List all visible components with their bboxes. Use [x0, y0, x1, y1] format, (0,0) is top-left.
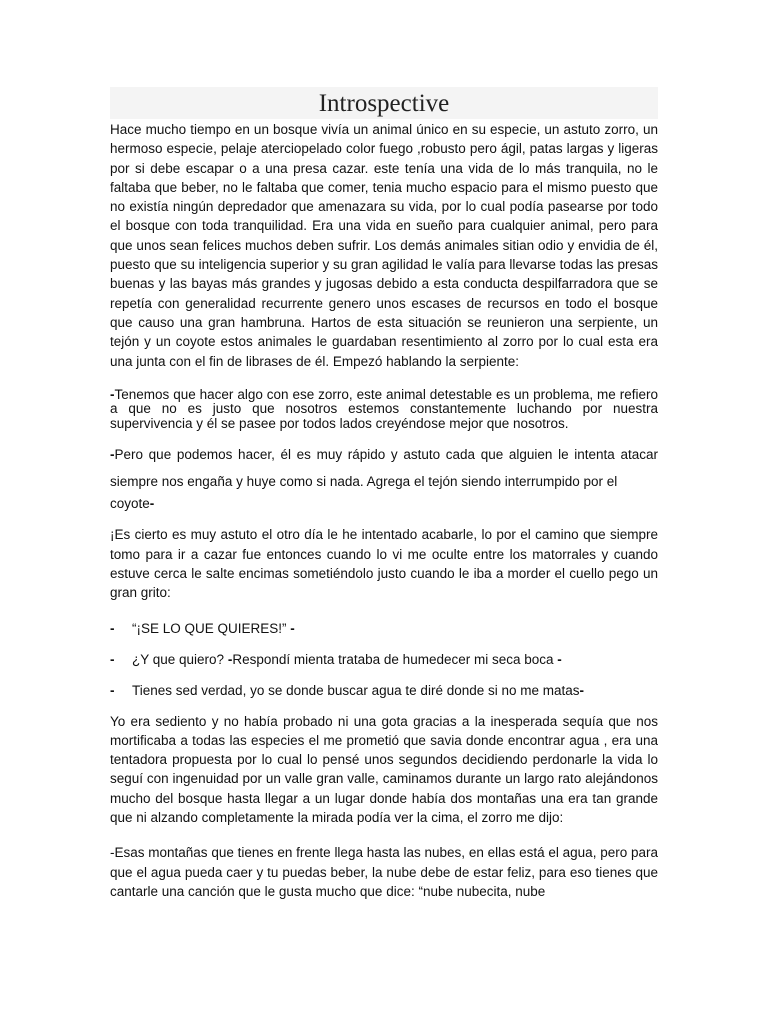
paragraph-coyote: ¡Es cierto es muy astuto el otro día le he intentado acabarle, lo por el camino que siempre tomo para ir a cazar fue entonces cuando lo vi me oculte entre los matorrales y cuando estuve cerca le salte encimas sometiéndolo justo cuando le iba a morder el cuello pego un gran grito: — [110, 527, 658, 601]
list-item — [110, 619, 658, 638]
dialogue-dash: - — [110, 447, 115, 463]
bullet-dash: - — [110, 620, 115, 636]
paragraph-narration: Yo era sediento y no había probado ni una gota gracias a la inesperada sequía que nos mortificaba a todas las especies el me prometió que savia donde encontrar agua , era una tentadora propuesta por lo cual lo pensé unos segundos decidiendo perdonarle la vida lo seguí con ingenuidad por un valle gran valle, caminamos durante un largo rato alejándonos mucho del bosque hasta llegar a un lugar donde había dos montañas una era tan grande que ni alzando completamente la mirada podía ver la cima, el zorro me dijo: — [110, 713, 658, 826]
serpent-dialogue: Tenemos que hacer algo con ese zorro, este animal detestable es un problema, me refiero a que no es justo que nosotros estemos constantemente luchando por nuestra supervivencia y él se pasee por todos lados creyéndose mejor que nosotros. — [110, 386, 658, 431]
dialogue-dash: - — [149, 496, 155, 512]
dialogue-dash: - — [579, 682, 585, 698]
badger-dialogue: Pero que podemos hacer, él es muy rápido y astuto cada que alguien le intenta atacar siempre nos engaña y huye como si nada. Agrega el tejón siendo interrumpido por el — [110, 447, 658, 490]
dialogue-dash: - — [227, 651, 233, 667]
list-item-text: “¡SE LO QUE QUIERES!” — [132, 620, 291, 636]
bullet-dash: - — [110, 682, 115, 698]
paragraph-fox-speech: -Esas montañas que tienes en frente llega hasta las nubes, en ellas está el agua, pero para que el agua pueda caer y tu puedas beber, la nube debe de estar feliz, para eso tienes que cantarle una canción que le gusta mucho que dice: “nube nubecita, nube — [110, 845, 658, 899]
document-title: Introspective — [318, 90, 450, 117]
list-item-text: Tienes sed verdad, yo se donde buscar agua te diré donde si no me matas — [132, 682, 580, 698]
coyote-word: coyote — [110, 496, 150, 512]
list-item — [110, 681, 658, 700]
paragraph-coyote-word — [110, 495, 658, 513]
dialogue-dash: - — [110, 386, 115, 402]
dialogue-dash: - — [290, 620, 295, 636]
paragraph-intro: Hace mucho tiempo en un bosque vivía un animal único en su especie, un astuto zorro, un hermoso especie, pelaje aterciopelado color fuego ,robusto pero ágil, patas largas y ligeras por si debe escapar o a una presa cazar. este tenía una vida de lo más tranquila, no le faltaba que beber, no le faltaba que comer, tenia mucho espacio para el mismo puesto que no existía ningún depredador que amenazara su vida, por lo cual podía pasearse por todo el bosque con toda tranquilidad. Era una vida en sueño para cualquier animal, pero para que unos sean felices muchos deben sufrir. Los demás animales sitian odio y envidia de él, puesto que su inteligencia superior y su gran agilidad le valía para llevarse todas las presas buenas y las bayas más grandes y jugosas debido a esta conducta despilfarradora que se repetía con generalidad recurrente genero unos escases de recursos en todo el bosque que causo una gran hambruna. Hartos de esta situación se reunieron una serpiente, un tejón y un coyote estos animales le guardaban resentimiento al zorro por lo cual esta era una junta con el fin de librases de él. Empezó hablando la serpiente: — [110, 122, 658, 369]
list-item-text: ¿Y que quiero? — [132, 651, 228, 667]
bullet-dash: - — [110, 651, 115, 667]
dialogue-dash: - — [557, 651, 562, 667]
paragraph-serpent — [110, 388, 658, 432]
paragraph-badger — [110, 441, 658, 495]
dialogue-list — [110, 619, 658, 700]
document-body — [110, 120, 658, 901]
list-item-text-after: Respondí mienta trataba de humedecer mi seca boca — [232, 651, 558, 667]
list-item — [110, 650, 658, 669]
